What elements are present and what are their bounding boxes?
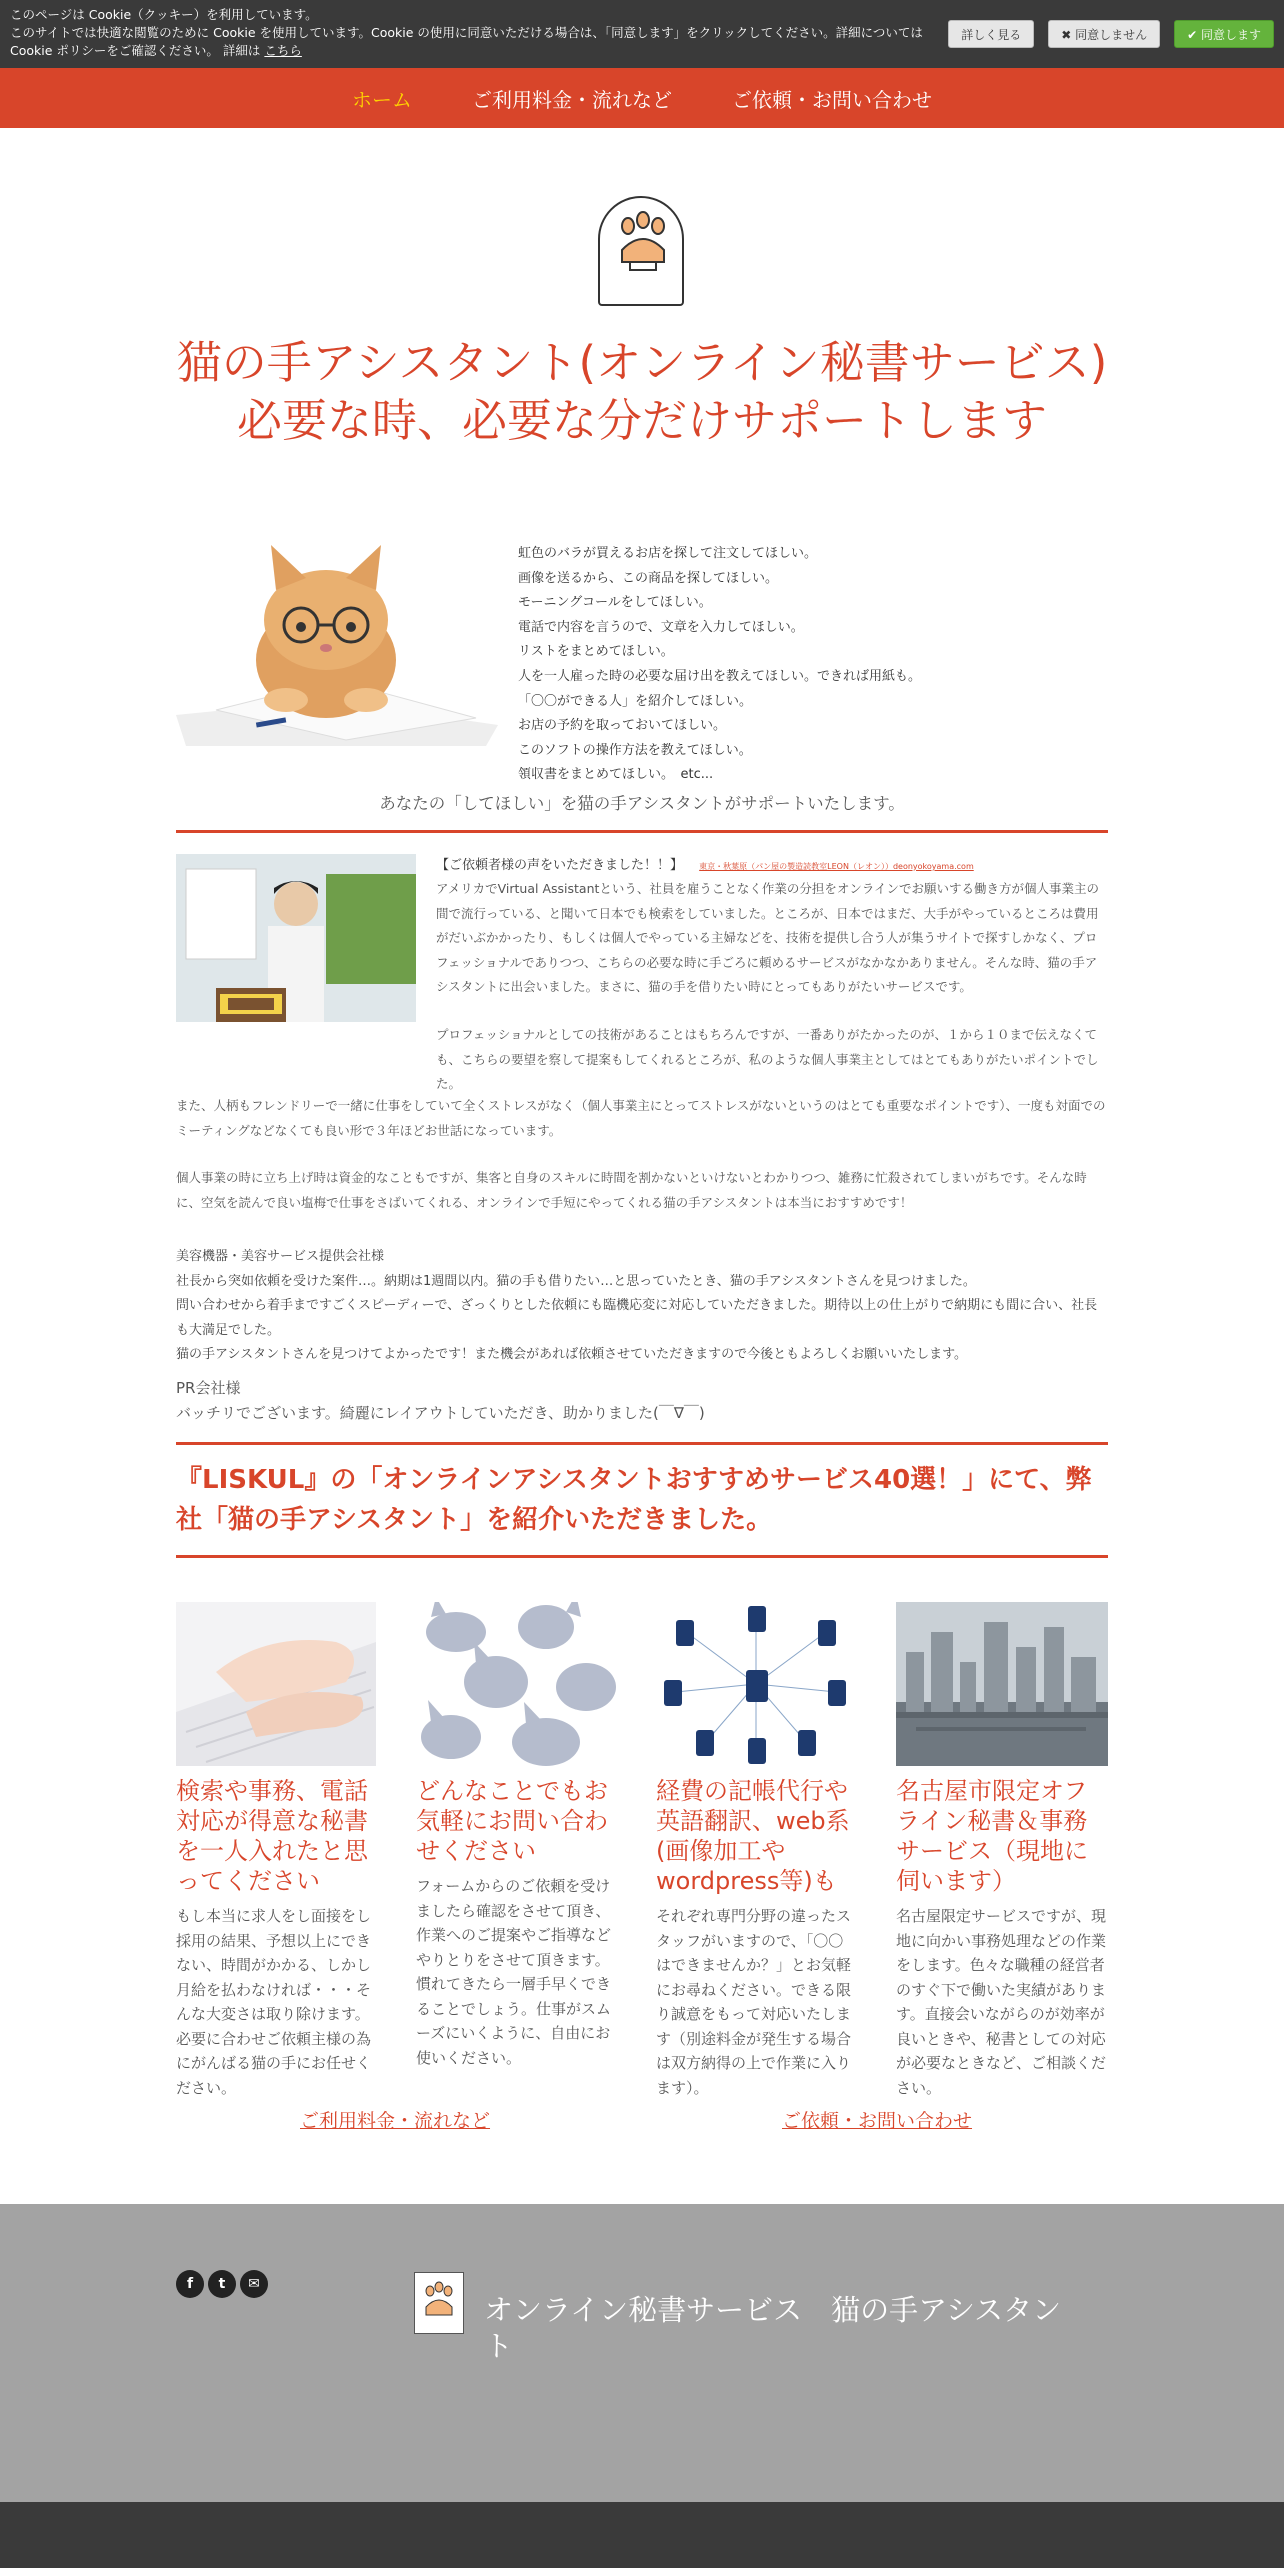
client-site-link[interactable]: 東京・秋葉原（パン屋の製造読教室LEON（レオン））deonyokoyama.com (699, 862, 974, 871)
card-text: もし本当に求人をし面接をし採用の結果、予想以上にできない、時間がかかる、しかし月給を払わなければ・・・そんな大変さは取り除けます。必要に合わせご依頼主様の為にがんばる猫の手にお任せください。 (176, 1907, 372, 2097)
service-card (896, 1602, 1108, 2100)
main-nav (0, 68, 1284, 128)
cookie-accept-button[interactable]: ✔ 同意します (1174, 20, 1274, 48)
testimonial-heading: 【ご依頼者様の声をいただきました！！】 (436, 858, 684, 873)
nagoya-cityscape-image (896, 1602, 1108, 1766)
wish-item: 虹色のバラが買えるお店を探して注文してほしい。 (518, 546, 818, 561)
cat-paw-logo-icon[interactable] (598, 196, 684, 306)
voice2-line: 社長から突如依頼を受けた案件…。納期は1週間以内。猫の手も借りたい…と思っていたとき、猫の手アシスタントさんを見つけました。 (176, 1273, 976, 1289)
divider (176, 830, 1108, 833)
divider (176, 1442, 1108, 1445)
testimonial-p4: 個人事業の時に立ち上げ時は資金的なこともですが、集客と自身のスキルに時間を割かないといけないとわかりつつ、雑務に忙殺されてしまいがちです。そんな時に、空気を読んで良い塩梅で仕事をさばいてくれる、オンラインで手短にやってくれる猫の手アシスタントは本当におすすめです！ (176, 1170, 1087, 1210)
card-title: 経費の記帳代行や英語翻訳、web系(画像加工やwordpress等)も (656, 1777, 850, 1895)
liskul-announcement: 『LISKUL』の「オンラインアシスタントおすすめサービス40選！」にて、弊社「猫の手アシスタント」を紹介いただきました。 (176, 1465, 1092, 1535)
nav-home[interactable]: ホーム (352, 87, 412, 112)
cookie-line2: このサイトでは快適な閲覧のために Cookie を使用しています。Cookie の使用に同意いただける場合は、「同意します」をクリックしてください。詳細については Cookie ポリシーをご確認ください。 詳細は (10, 25, 923, 58)
footer-logo-icon[interactable] (414, 2272, 464, 2334)
cat-silhouettes-image (416, 1602, 616, 1766)
card-title: 名古屋市限定オフライン秘書＆事務サービス（現地に伺います） (896, 1777, 1088, 1895)
mail-icon[interactable]: ✉ (240, 2270, 268, 2298)
cookie-details-button[interactable]: 詳しく見る (948, 20, 1034, 48)
footer-title: オンライン秘書サービス 猫の手アシスタント (484, 2293, 1062, 2363)
cookie-buttons (948, 20, 1274, 48)
wish-item: このソフトの操作方法を教えてほしい。 (518, 742, 752, 758)
contact-link[interactable]: ご依頼・お問い合わせ (782, 2110, 973, 2132)
page-title (176, 338, 1108, 446)
cat-reading-image (176, 540, 498, 746)
card-title: 検索や事務、電話対応が得意な秘書を一人入れたと思ってください (176, 1777, 368, 1895)
keyboard-typing-image (176, 1602, 376, 1766)
cookie-message (10, 6, 930, 60)
voice3-company: PR会社様 (176, 1379, 241, 1397)
bottom-bar (0, 2502, 1284, 2568)
client-voice-3 (176, 1376, 1108, 1426)
cookie-decline-button[interactable]: ✖ 同意しません (1048, 20, 1160, 48)
nav-pricing[interactable]: ご利用料金・流れなど (472, 87, 672, 112)
wish-item: リストをまとめてほしい。 (518, 644, 674, 660)
wish-item: 「〇〇ができる人」を紹介してほしい。 (518, 693, 753, 709)
client-photo (176, 854, 416, 1022)
cookie-banner (0, 0, 1284, 68)
support-tagline: あなたの「してほしい」を猫の手アシスタントがサポートいたします。 (379, 794, 905, 813)
card-text: それぞれ専門分野の違ったスタッフがいますので、「〇〇はできませんか？」とお気軽にお尋ねください。できる限り誠意をもって対応いたします（別途料金が発生する場合は双方納得の上で作業に入ります）。 (656, 1907, 852, 2097)
wish-item: 画像を送るから、この商品を探してほしい。 (518, 570, 779, 586)
testimonial-body: アメリカでVirtual Assistantという、社員を雇うことなく作業の分担をオンラインでお願いする働き方が個人事業主の間で流行っている、と聞いて日本でも検索をしていました。ところが、日本ではまだ、大手がやっているところは費用がだいぶかかったり、もしくは個人でやっている主婦などを、技術を提供し合う人が集うサイトで探すしかなく、プロフェッショナルでありつつ、こちらの必要な時に手ごろに頼めるサービスがなかなかありません。そんな時、猫の手アシスタントに出会いました。まさに、猫の手を借りたい時にとってもありがたいサービスです。 (436, 881, 1100, 995)
voice3-text: バッチリでございます。綺麗にレイアウトしていただき、助かりました(￣∇￣) (176, 1404, 705, 1422)
footer (0, 2204, 1284, 2502)
cookie-line1: このページは Cookie（クッキー）を利用しています。 (10, 7, 318, 22)
wish-item: お店の予約を取っておいてほしい。 (518, 718, 727, 734)
service-card (656, 1602, 856, 2100)
voice2-line: 問い合わせから着手まですごくスピーディーで、ざっくりとした依頼にも臨機応変に対応していただきました。期待以上の仕上がりで納期にも間に合い、社長も大満足でした。 (176, 1298, 1098, 1338)
divider (176, 1555, 1108, 1558)
wish-item: モーニングコールをしてほしい。 (518, 595, 712, 611)
card-title: どんなことでもお気軽にお問い合わせください (416, 1777, 608, 1865)
service-card (416, 1602, 616, 2070)
testimonial-p2: プロフェッショナルとしての技術があることはもちろんですが、一番ありがたかったのが、１から１０まで伝えなくても、こちらの要望を察して提案もしてくれるところが、私のような個人事業主としてはとてもありがたいポイントでした。 (436, 1027, 1099, 1092)
wish-item: 人を一人雇った時の必要な届け出を教えてほしい。できれば用紙も。 (518, 668, 922, 684)
voice2-company: 美容機器・美容サービス提供会社様 (176, 1249, 385, 1264)
card-text: フォームからのご依頼を受けましたら確認をさせて頂き、作業へのご提案やご指導などやりとりをさせて頂きます。慣れてきたら一層手早くできることでしょう。仕事がスムーズにいくように、自由にお使いください。 (416, 1877, 612, 2067)
client-voice-2 (176, 1245, 1108, 1368)
wish-item: 領収書をまとめてほしい。 etc... (518, 767, 714, 783)
title-line1: 猫の手アシスタント(オンライン秘書サービス) (176, 336, 1108, 389)
facebook-icon[interactable]: f (176, 2270, 204, 2298)
card-text: 名古屋限定サービスですが、現地に向かい事務処理などの作業をします。色々な職種の経営者のすぐ下で働いた実績があります。直接会いながらのが効率が良いときや、秘書としての対応が必要なときなど、ご相談ください。 (896, 1907, 1107, 2097)
smartphones-network-image (656, 1602, 856, 1766)
wish-item: 電話で内容を言うので、文章を入力してほしい。 (518, 619, 804, 635)
voice2-line: 猫の手アシスタントさんを見つけてよかったです！また機会があれば依頼させていただきますので今後ともよろしくお願いいたします。 (176, 1347, 968, 1363)
testimonial-p3: また、人柄もフレンドリーで一緒に仕事をしていて全くストレスがなく（個人事業主にとってストレスがないというのはとても重要なポイントです）、一度も対面でのミーティングなどなくても良い形で３年ほどお世話になっています。 (176, 1098, 1106, 1138)
wish-list (518, 542, 1118, 788)
pricing-link[interactable]: ご利用料金・流れなど (300, 2110, 491, 2132)
twitter-icon[interactable]: t (208, 2270, 236, 2298)
social-links (176, 2270, 268, 2298)
nav-contact[interactable]: ご依頼・お問い合わせ (732, 87, 932, 112)
testimonial-heading-row (436, 854, 1108, 873)
title-line2: 必要な時、必要な分だけサポートします (236, 394, 1047, 447)
service-card (176, 1602, 376, 2100)
cookie-policy-link[interactable]: こちら (264, 43, 302, 58)
testimonial-paragraph (436, 1023, 1108, 1097)
